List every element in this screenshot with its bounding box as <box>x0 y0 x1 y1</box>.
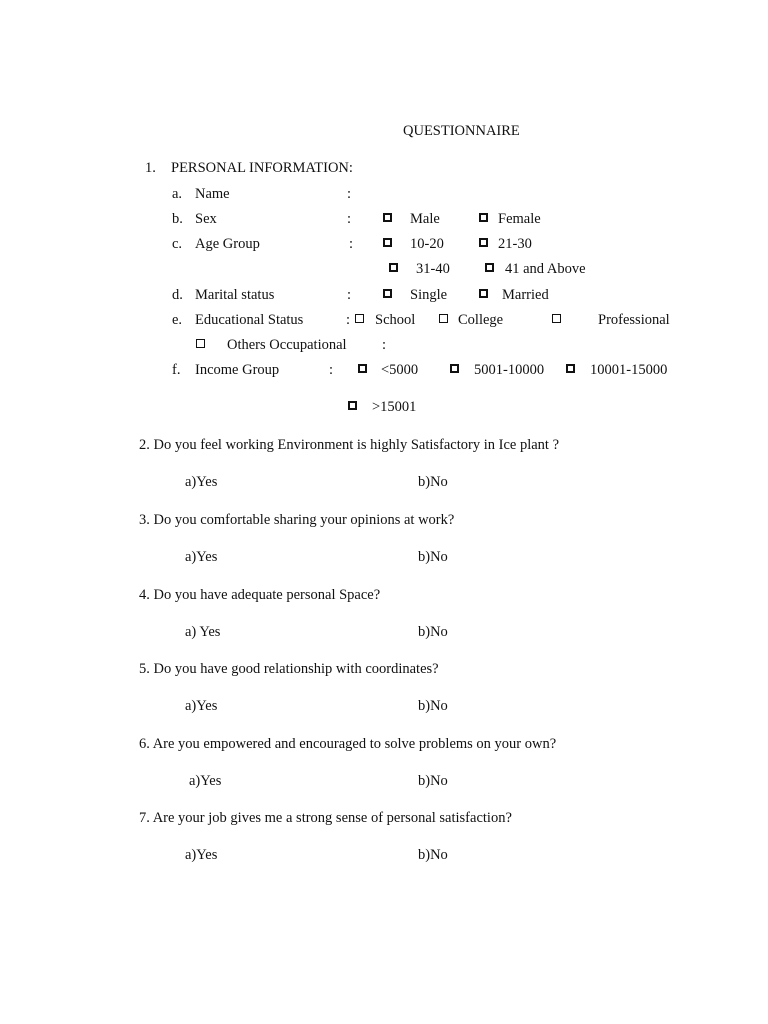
checkbox-female[interactable] <box>479 213 488 222</box>
item-letter-marital: d. <box>172 287 183 303</box>
question-5-option-b[interactable]: b)No <box>418 698 448 714</box>
sex-colon: : <box>347 211 352 227</box>
checkbox-income-lt-5000[interactable] <box>358 364 367 373</box>
question-3-option-a[interactable]: a)Yes <box>185 549 218 565</box>
income-colon: : <box>329 362 334 378</box>
checkbox-others-occupational[interactable] <box>196 339 205 348</box>
question-3-text: 3. Do you comfortable sharing your opinions at work? <box>139 512 455 528</box>
question-4-option-a[interactable]: a) Yes <box>185 624 221 640</box>
option-single: Single <box>410 287 448 303</box>
age-label: Age Group <box>195 236 260 252</box>
checkbox-age-10-20[interactable] <box>383 238 392 247</box>
section-number: 1. <box>145 160 156 176</box>
checkbox-male[interactable] <box>383 213 392 222</box>
option-income-lt-5000: <5000 <box>381 362 419 378</box>
question-2-text: 2. Do you feel working Environment is highly Satisfactory in Ice plant ? <box>139 437 560 453</box>
question-5-option-a[interactable]: a)Yes <box>185 698 218 714</box>
age-colon: : <box>349 236 354 252</box>
sex-label: Sex <box>195 211 217 227</box>
checkbox-income-10001-15000[interactable] <box>566 364 575 373</box>
option-age-41-above: 41 and Above <box>505 261 586 277</box>
option-income-10001-15000: 10001-15000 <box>590 362 668 378</box>
question-6-option-b[interactable]: b)No <box>418 773 448 789</box>
question-7-option-a[interactable]: a)Yes <box>185 847 218 863</box>
checkbox-professional[interactable] <box>552 314 561 323</box>
question-2-option-a[interactable]: a)Yes <box>185 474 218 490</box>
option-income-5001-10000: 5001-10000 <box>474 362 545 378</box>
question-3-option-b[interactable]: b)No <box>418 549 448 565</box>
checkbox-age-41-above[interactable] <box>485 263 494 272</box>
marital-label: Marital status <box>195 287 275 303</box>
occupation-label: Others Occupational <box>227 337 347 353</box>
page-title: QUESTIONNAIRE <box>403 123 520 139</box>
checkbox-married[interactable] <box>479 289 488 298</box>
question-6-text: 6. Are you empowered and encouraged to solve problems on your own? <box>139 736 557 752</box>
question-7-text: 7. Are your job gives me a strong sense of personal satisfaction? <box>139 810 512 826</box>
option-professional: Professional <box>598 312 670 328</box>
option-female: Female <box>498 211 541 227</box>
checkbox-income-gt-15001[interactable] <box>348 401 357 410</box>
education-label: Educational Status <box>195 312 304 328</box>
option-age-31-40: 31-40 <box>416 261 450 277</box>
question-2-option-b[interactable]: b)No <box>418 474 448 490</box>
checkbox-single[interactable] <box>383 289 392 298</box>
section-heading: PERSONAL INFORMATION: <box>171 160 353 176</box>
question-7-option-b[interactable]: b)No <box>418 847 448 863</box>
occupation-colon: : <box>382 337 387 353</box>
option-school: School <box>375 312 416 328</box>
item-letter-sex: b. <box>172 211 183 227</box>
checkbox-income-5001-10000[interactable] <box>450 364 459 373</box>
item-letter-income: f. <box>172 362 181 378</box>
education-colon: : <box>346 312 351 328</box>
option-age-10-20: 10-20 <box>410 236 444 252</box>
name-label: Name <box>195 186 230 202</box>
option-male: Male <box>410 211 440 227</box>
item-letter-education: e. <box>172 312 183 328</box>
name-colon: : <box>347 186 352 202</box>
item-letter-age: c. <box>172 236 183 252</box>
question-4-option-b[interactable]: b)No <box>418 624 448 640</box>
checkbox-age-31-40[interactable] <box>389 263 398 272</box>
option-income-gt-15001: >15001 <box>372 399 417 415</box>
question-6-option-a[interactable]: a)Yes <box>189 773 222 789</box>
option-college: College <box>458 312 504 328</box>
option-married: Married <box>502 287 549 303</box>
marital-colon: : <box>347 287 352 303</box>
question-4-text: 4. Do you have adequate personal Space? <box>139 587 381 603</box>
option-age-21-30: 21-30 <box>498 236 532 252</box>
checkbox-school[interactable] <box>355 314 364 323</box>
checkbox-age-21-30[interactable] <box>479 238 488 247</box>
income-label: Income Group <box>195 362 280 378</box>
question-5-text: 5. Do you have good relationship with coordinates? <box>139 661 439 677</box>
item-letter-name: a. <box>172 186 183 202</box>
checkbox-college[interactable] <box>439 314 448 323</box>
